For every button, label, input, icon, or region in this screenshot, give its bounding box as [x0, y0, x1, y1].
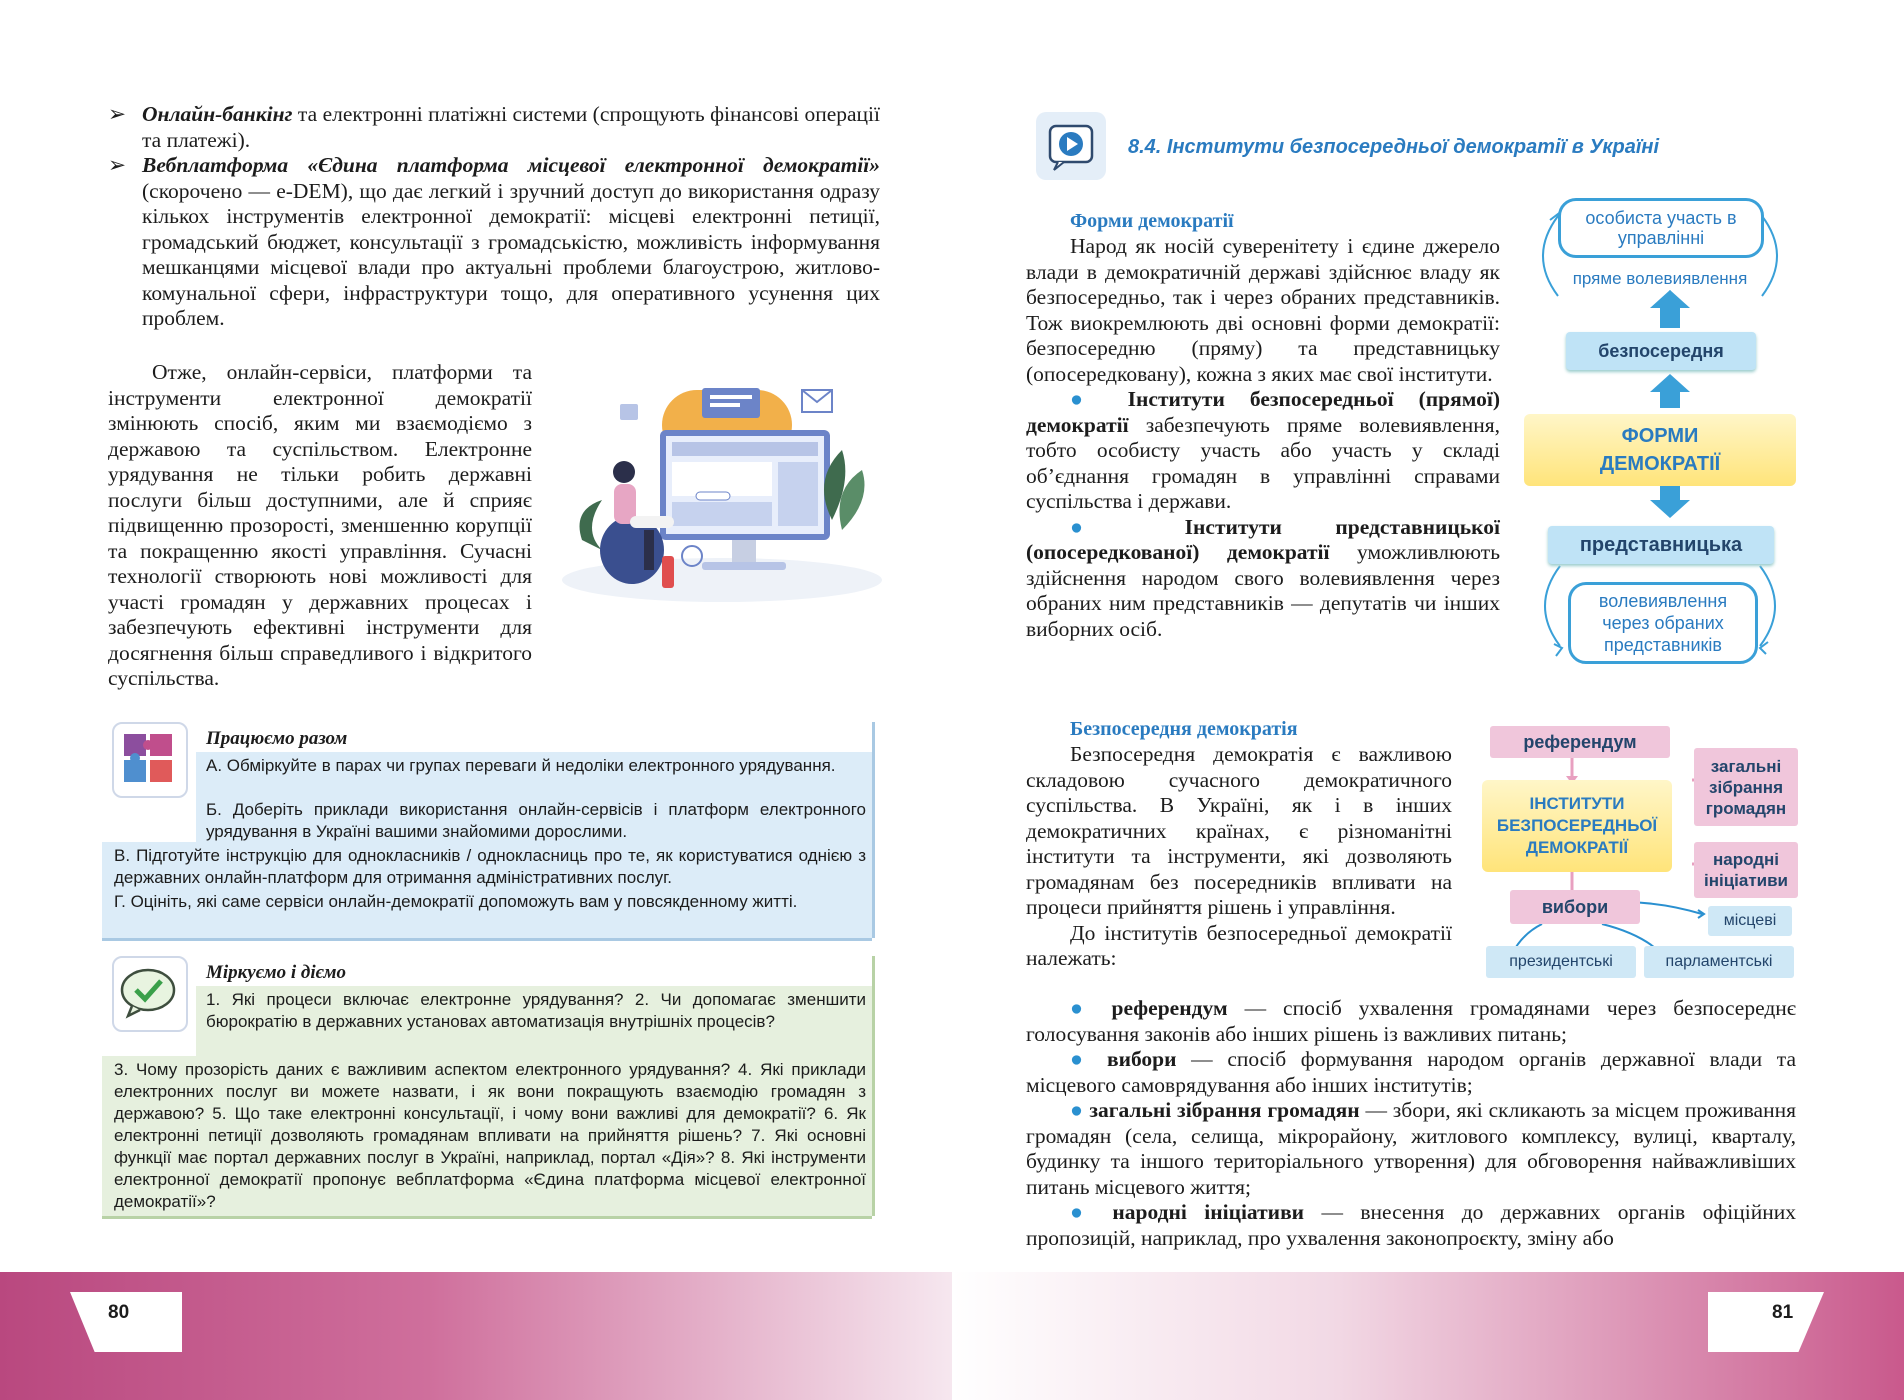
task-a: А. Обміркуйте в парах чи групах переваги й недоліки електронного урядування.	[206, 756, 836, 775]
think-act-title: Міркуємо і діємо	[206, 962, 347, 983]
list-item: ● загальні зібрання громадян — збори, які скликають за місцем проживання громадян (села, селища, мікрорайону, житлового комплексу, вулиці, кварталу, будинку та іншого територіального утворення) для обговорення найважливіших питань місцевого життя;	[1026, 1098, 1796, 1199]
bullet-bold: Вебплатформа «Єдина платформа місцевої електронної демократії»	[142, 153, 880, 177]
direct-text	[1026, 742, 1452, 972]
forms-para-2-rest: забезпечують пряме волевиявлення, тобто особисту участь або участь у складі об’єднання громадян в управлінні справами суспільства і держави.	[1026, 412, 1500, 513]
diagram1-center: ФОРМИ ДЕМОКРАТІЇ	[1524, 414, 1796, 486]
bullet-text: та електронні платіжні системи (спрощують фінансові операції та платежі).	[142, 102, 880, 152]
computer-illustration	[552, 380, 882, 625]
think-act-border	[872, 956, 875, 1216]
think-act-questions-top: 1. Які процеси включає електронне урядування? 2. Чи допомагає зменшити бюрократію в державних установах автоматизація внутрішніх процесів?	[206, 990, 866, 1031]
puzzle-icon	[112, 722, 188, 798]
forms-para-3: ● Інститути представницької (опосередкованої) демократії уможливлюють здійснення народом свого волевиявлення через обраних ним представників — депутатів чи інших виборних осіб.	[1026, 514, 1500, 641]
direct-heading: Безпосередня демократія	[1070, 718, 1298, 740]
video-icon[interactable]	[1036, 112, 1106, 180]
list-item-text: — збори, які скликають за місцем проживання громадян (села, селища, мікрорайону, житлового комплексу, вулиці, кварталу, будинку та іншого територіального утворення) для обговорення найважливіших питань місцевого життя;	[1026, 1098, 1796, 1199]
forms-diagram	[1510, 196, 1810, 674]
diagram2-parliamentary: парламентські	[1644, 946, 1794, 978]
list-item: ● референдум — спосіб ухвалення громадянами через безпосереднє голосування законів або інших рішень із важливих питань;	[1026, 996, 1797, 1046]
bullet-item: ➢ Вебплатформа «Єдина платформа місцевої електронної демократії» (скорочено — e-DEM), що дає легкий і зручний доступ до використання одразу кількох інструментів електронної демократії: місцеві електронні петиції, громадський бюджет, консультації з громадськістю, можливість інформування мешканцями місцевої влади про актуальні проблеми благоустрою, житлово-комунальної сфери, інфраструктури тощо, для оперативного усунення цих проблем.	[108, 153, 880, 330]
think-act-questions-bottom: 3. Чому прозорість даних є важливим аспектом електронного урядування? 4. Які приклади електронних послуг ви можете назвати, і як вони покращують взаємодію громадян з державою? 5. Що таке електронні консультації, і чому вони важливі для демократії? 6. Як електронні петиції дозволяють громадянам впливати на прийняття рішень? 7. Які основні функції має портал державних послуг в Україні, наприклад, портал «Дія»? 8. Які інструменти електронної демократії пропонує вебплатформа «Єдина платформа місцевої електронної демократії»?	[114, 1060, 866, 1211]
task-d: Г. Оцініть, які саме сервіси онлайн-демократії допоможуть вам у повсякденному житті.	[114, 892, 798, 911]
diagram1-direct-expression: пряме волевиявлення	[1572, 269, 1748, 288]
diagram2-initiatives: народні ініціативи	[1694, 842, 1798, 898]
task-b: Б. Доберіть приклади використання онлайн-сервісів і платформ електронного урядування в Україні вашими знайомими дорослими.	[206, 800, 866, 841]
institutions-list	[1026, 996, 1796, 1251]
list-item-text: — спосіб формування народом органів державної влади та місцевого самоврядування або інших інститутів;	[1026, 1047, 1796, 1097]
work-together-border	[872, 722, 875, 938]
diagram2-local: місцеві	[1708, 906, 1792, 936]
forms-para-3-bold: Інститути представницької (опосередкованої) демократії	[1026, 514, 1500, 564]
list-item-bold: загальні зібрання громадян	[1089, 1098, 1360, 1122]
diagram2-elections: вибори	[1510, 890, 1640, 924]
forms-para-3-rest: уможливлюють здійснення народом свого волевиявлення через обраних ним представників — депутатів чи інших виборних осіб.	[1026, 540, 1500, 641]
diagram2-presidential: президентські	[1486, 946, 1636, 978]
diagram2-assemblies: загальні зібрання громадян	[1694, 748, 1798, 826]
forms-heading: Форми демократії	[1070, 210, 1234, 232]
section-title: 8.4. Інститути безпосередньої демократії в Україні	[1128, 136, 1660, 158]
bullet-list	[108, 102, 880, 332]
bullet-item: ➢ Онлайн-банкінг та електронні платіжні системи (спрощують фінансові операції та платежі).	[108, 102, 880, 152]
forms-para-2: ● Інститути безпосередньої (прямої) демократії забезпечують пряме волевиявлення, тобто особисту участь або участь у складі об’єднання громадян в управлінні справами суспільства і держави.	[1026, 387, 1500, 513]
direct-para-2: До інститутів безпосередньої демократії належать:	[1026, 920, 1452, 970]
page-number-left: 80	[108, 1302, 130, 1323]
diagram1-via-representatives: волевиявлення через обраних представників	[1568, 582, 1758, 664]
forms-para-2-bold: Інститути безпосередньої (прямої) демократії	[1026, 387, 1500, 437]
diagram1-personal-participation: особиста участь в управлінні	[1558, 198, 1764, 258]
paragraph-text: Отже, онлайн-сервіси, платформи та інструменти електронної демократії змінюють спосіб, яким ми взаємодіємо з державою та суспільством. Електронне урядування не тільки робить державні послуги більш доступними, але й сприяє підвищенню прозорості, зменшенню корупції та покращенню якості управління. Сучасні технології створюють нові можливості для участі громадян у державних процесах і забезпечують ефективні інструменти для досягнення більш справедливого і відкритого суспільства.	[108, 360, 532, 690]
checkmark-chat-icon	[112, 956, 188, 1032]
diagram1-direct: безпосередня	[1566, 332, 1756, 370]
institutions-diagram	[1482, 724, 1802, 986]
list-item-text: — внесення до державних органів офіційних пропозицій, наприклад, про ухвалення законопроєкту, зміну або	[1026, 1200, 1796, 1250]
list-item-bold: вибори	[1106, 1047, 1177, 1071]
forms-text	[1026, 234, 1500, 642]
list-item-bold: народні ініціативи	[1112, 1200, 1305, 1224]
paragraph-left-part	[108, 360, 532, 692]
direct-para: Безпосередня демократія є важливою складовою сучасного демократичного суспільства. В Україні, як і в інших демократичних країнах, є різноманітні інститути та інструменти, які дозволяють громадянам без посередників впливати на процеси прийняття рішень і управління.	[1026, 742, 1452, 919]
bullet-bold: Онлайн-банкінг	[142, 102, 293, 126]
forms-para-1: Народ як носій суверенітету і єдине джерело влади в демократичній державі здійснює владу як безпосередньо, так і через обраних представників. Тож виокремлюють дві основні форми демократії: безпосередню (пряму) та представницьку (опосередковану), кожна з яких має свої інститути.	[1026, 234, 1500, 386]
bullet-text: (скорочено — e-DEM), що дає легкий і зручний доступ до використання одразу кількох інструментів електронної демократії: місцеві електронні петиції, громадський бюджет, консультації з громадськістю, можливість інформування мешканцями місцевої влади про актуальні проблеми благоустрою, житлово-комунальної сфери, інфраструктури тощо, для оперативного усунення цих проблем.	[142, 178, 880, 330]
diagram2-referendum: референдум	[1490, 726, 1670, 758]
list-item: ● народні ініціативи — внесення до державних органів офіційних пропозицій, наприклад, про ухвалення законопроєкту, зміну або	[1026, 1200, 1796, 1250]
diagram2-center: ІНСТИТУТИ БЕЗПОСЕРЕДНЬОЇ ДЕМОКРАТІЇ	[1482, 780, 1672, 872]
task-c: В. Підготуйте інструкцію для однокласників / однокласниць про те, як користуватися однією з державних онлайн-платформ для отримання адміністративних послуг.	[114, 846, 866, 887]
page-number-right: 81	[1772, 1302, 1794, 1323]
list-item-bold: референдум	[1111, 996, 1228, 1020]
work-together-title: Працюємо разом	[206, 728, 348, 749]
list-item: ● вибори — спосіб формування народом органів державної влади та місцевого самоврядування або інших інститутів;	[1026, 1047, 1796, 1097]
diagram1-representative: представницька	[1548, 526, 1774, 564]
list-item-text: — спосіб ухвалення громадянами через безпосереднє голосування законів або інших рішень із важливих питань;	[1026, 996, 1797, 1046]
